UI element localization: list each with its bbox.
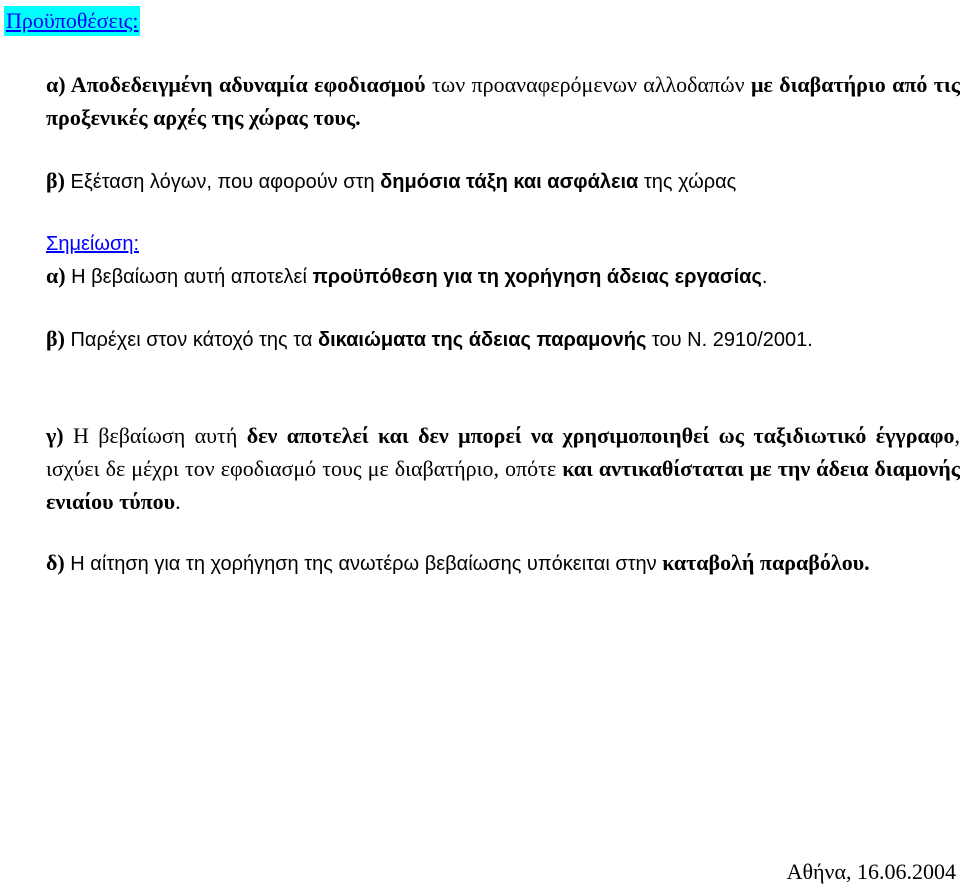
note-a-bold-1: προϋπόθεση για τη χορήγηση άδειας εργασίας (312, 266, 762, 288)
note-b-text-2: του Ν. 2910/2001. (646, 329, 813, 351)
condition-b-bold-1: δημόσια τάξη και ασφάλεια (380, 171, 639, 193)
note-heading: Σημείωση: (46, 233, 140, 255)
condition-b-label: β) (46, 168, 65, 193)
condition-b-text-2: της χώρας (638, 171, 737, 193)
condition-a-text-1: των προαναφερόμενων αλλοδαπών (425, 72, 751, 97)
note-a-text-2: . (761, 266, 768, 288)
note-a-paragraph (46, 259, 960, 294)
condition-a-bold-2: με διαβατήριο από τις προξενικές αρχές της χώρας τους. (46, 72, 960, 130)
note-b-text-1: Παρέχει στον κάτοχό της τα (64, 329, 318, 351)
note-c-text-1: Η βεβαίωση αυτή (63, 423, 247, 448)
note-d-paragraph (46, 546, 960, 581)
note-d-label: δ) (46, 550, 65, 575)
note-b-label: β) (46, 326, 65, 351)
note-b-paragraph (46, 322, 960, 357)
note-c-bold-1: δεν αποτελεί και δεν μπορεί να χρησιμοποιηθεί ως ταξιδιωτικό έγγραφο (246, 423, 955, 448)
conditions-heading: Προϋποθέσεις: (4, 6, 140, 36)
note-d-bold-1: καταβολή παραβόλου. (662, 550, 870, 575)
condition-b-paragraph (46, 164, 960, 199)
condition-b-text-1: Εξέταση λόγων, που αφορούν στη (64, 171, 381, 193)
note-d-text-1: Η αίτηση για τη χορήγηση της ανωτέρω βεβαίωσης υπόκειται στην (64, 553, 663, 575)
condition-a-paragraph (46, 68, 960, 134)
condition-a-bold-1: Αποδεδειγμένη αδυναμία εφοδιασμού (65, 72, 426, 97)
note-c-bold-2: και αντικαθίσταται με την άδεια διαμονής ενιαίου τύπου (46, 456, 960, 514)
note-c-label: γ) (46, 423, 64, 448)
note-a-text-1: Η βεβαίωση αυτή αποτελεί (65, 266, 313, 288)
date-line: Αθήνα, 16.06.2004 (786, 859, 956, 884)
note-a-label: α) (46, 263, 66, 288)
condition-a-label: α) (46, 72, 66, 97)
note-c-text-2: , ισχύει δε μέχρι τον εφοδιασμό τους με διαβατήριο, οπότε (46, 423, 960, 481)
note-c-text-3: . (175, 489, 181, 514)
note-b-bold-1: δικαιώματα της άδειας παραμονής (317, 329, 647, 351)
note-c-paragraph (46, 419, 960, 518)
